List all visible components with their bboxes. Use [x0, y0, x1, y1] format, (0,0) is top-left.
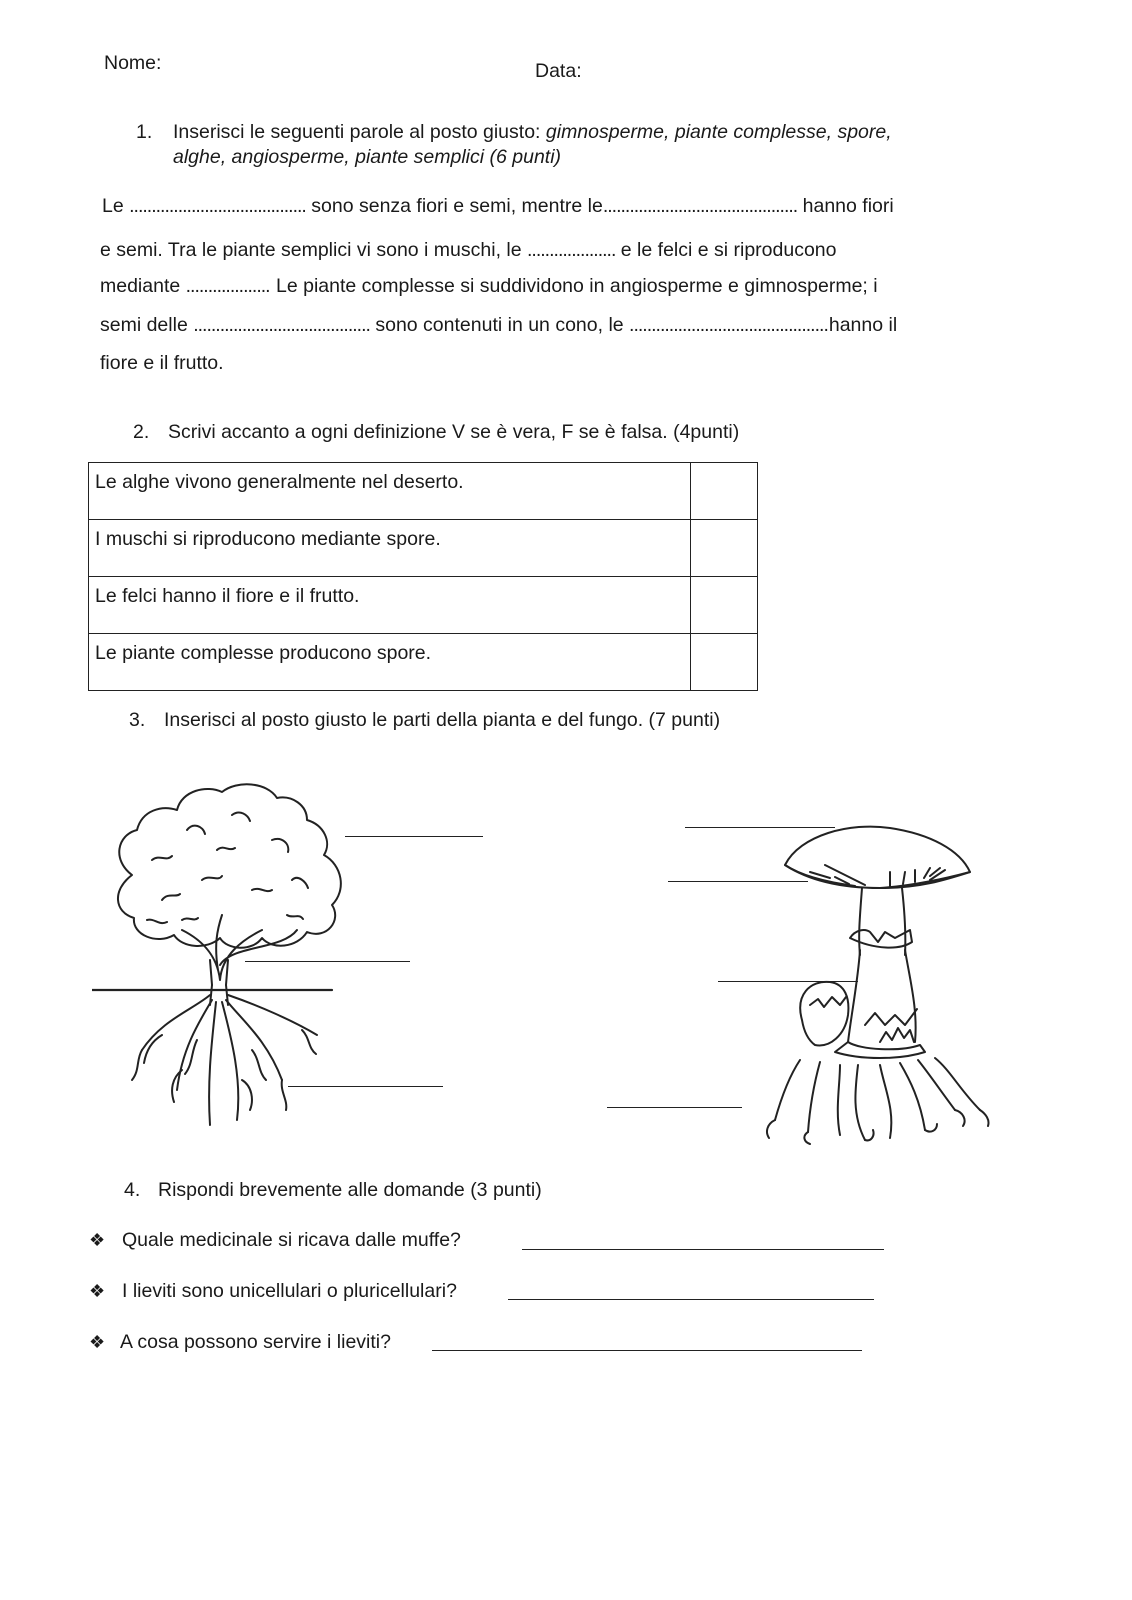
statement-cell: I muschi si riproducono mediante spore.	[89, 520, 691, 577]
mushroom-label-line-4[interactable]	[607, 1107, 742, 1108]
ex1-blank-5[interactable]: ........................................	[193, 314, 370, 336]
answer-box[interactable]	[691, 634, 758, 691]
diamond-bullet-icon: ❖	[89, 1332, 106, 1352]
ex1-blank-2[interactable]: ............................................	[602, 195, 798, 217]
exercise1-instruction	[173, 120, 892, 144]
ex1-text: sono contenuti in un cono, le	[375, 314, 624, 336]
answer-box[interactable]	[691, 577, 758, 634]
true-false-table	[88, 462, 758, 691]
statement-cell: Le felci hanno il fiore e il frutto.	[89, 577, 691, 634]
diamond-bullet-icon: ❖	[89, 1230, 106, 1250]
exercise3-number: 3.	[129, 709, 146, 731]
exercise4-number: 4.	[124, 1179, 141, 1201]
exercise1-word-list-2: alghe, angiosperme, piante semplici (6 punti)	[173, 146, 562, 168]
ex1-blank-6[interactable]: ............................................	[629, 314, 824, 336]
ex1-text: e le felci e si riproducono	[620, 239, 837, 261]
exercise1-word-list-1: gimnosperme, piante complesse, spore,	[545, 121, 892, 143]
tree-label-line-1[interactable]	[345, 836, 483, 837]
tree-label-line-3[interactable]	[288, 1086, 443, 1087]
question-3: A cosa possono servire i lieviti?	[120, 1331, 391, 1353]
answer-box[interactable]	[691, 520, 758, 577]
answer-line-2[interactable]	[508, 1299, 874, 1300]
statement-cell: Le alghe vivono generalmente nel deserto.	[89, 463, 691, 520]
tree-illustration	[92, 780, 362, 1150]
exercise2-number: 2.	[133, 421, 150, 443]
answer-line-1[interactable]	[522, 1249, 884, 1250]
ex1-text: e semi. Tra le piante semplici vi sono i muschi, le	[100, 239, 522, 261]
ex1-line-4	[100, 313, 897, 337]
answer-box[interactable]	[691, 463, 758, 520]
ex1-line-2	[100, 238, 837, 262]
ex1-line-1	[102, 194, 894, 218]
exercise3-instruction: Inserisci al posto giusto le parti della pianta e del fungo. (7 punti)	[164, 709, 721, 731]
ex1-text: .hanno il	[823, 314, 898, 336]
ex1-text: mediante	[100, 275, 181, 297]
tree-label-line-2[interactable]	[245, 961, 410, 962]
date-label: Data:	[535, 60, 582, 82]
table-row	[89, 634, 758, 691]
ex1-line-3	[100, 274, 878, 298]
diamond-bullet-icon: ❖	[89, 1281, 106, 1301]
mushroom-illustration	[740, 820, 990, 1150]
mushroom-label-line-3[interactable]	[718, 981, 858, 982]
table-row	[89, 463, 758, 520]
ex1-text: hanno fiori	[802, 195, 894, 217]
mushroom-label-line-1[interactable]	[685, 827, 835, 828]
ex1-line-5: fiore e il frutto.	[100, 352, 224, 374]
ex1-blank-1[interactable]: ........................................	[129, 195, 306, 217]
exercise4-instruction: Rispondi brevemente alle domande (3 punti)	[158, 1179, 542, 1201]
statement-cell: Le piante complesse producono spore.	[89, 634, 691, 691]
ex1-text: Le	[102, 195, 124, 217]
table-row	[89, 577, 758, 634]
ex1-text: semi delle	[100, 314, 188, 336]
name-label: Nome:	[104, 52, 162, 74]
question-1: Quale medicinale si ricava dalle muffe?	[122, 1229, 461, 1251]
mushroom-label-line-2[interactable]	[668, 881, 808, 882]
question-2: I lieviti sono unicellulari o pluricellulari?	[122, 1280, 457, 1302]
table-row	[89, 520, 758, 577]
ex1-blank-3[interactable]: ....................	[527, 239, 616, 261]
ex1-blank-4[interactable]: ..................	[185, 275, 266, 297]
exercise1-number: 1.	[136, 121, 153, 143]
ex1-text: sono senza fiori e semi, mentre le	[311, 195, 603, 217]
ex1-text: . Le piante complesse si suddividono in angiosperme e gimnosperme; i	[265, 275, 878, 297]
exercise2-instruction: Scrivi accanto a ogni definizione V se è vera, F se è falsa. (4punti)	[168, 421, 740, 443]
answer-line-3[interactable]	[432, 1350, 862, 1351]
exercise1-instruction-text: Inserisci le seguenti parole al posto giusto:	[173, 121, 546, 143]
